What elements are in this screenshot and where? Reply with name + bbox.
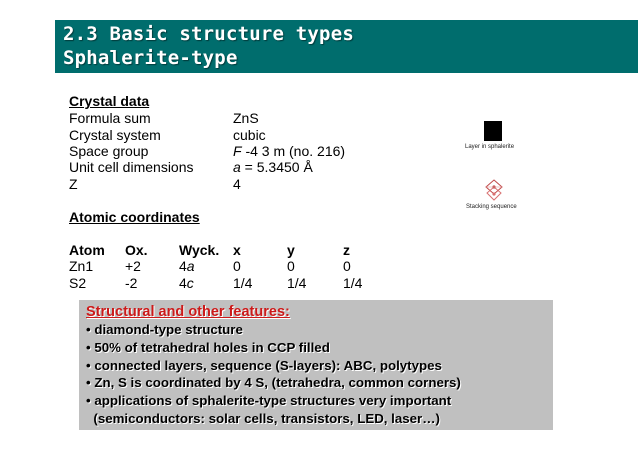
feature-item: • diamond-type structure: [86, 322, 243, 337]
feature-item: • Zn, S is coordinated by 4 S, (tetrahedra, common corners): [86, 375, 461, 390]
wyckoff-multiplicity: 4: [179, 258, 187, 274]
column-header: y: [287, 242, 295, 258]
wyckoff-position: [179, 275, 194, 291]
coord-y: 0: [287, 258, 295, 274]
coord-x: 1/4: [233, 275, 253, 291]
crystal-value: [233, 143, 345, 159]
wyckoff-multiplicity: 4: [179, 275, 187, 291]
crystal-value: [233, 159, 313, 175]
crystal-data-heading: Crystal data: [69, 93, 150, 109]
atomic-coordinates-heading: Atomic coordinates: [69, 209, 200, 225]
coord-y: 1/4: [287, 275, 307, 291]
wyckoff-letter: a: [186, 258, 195, 274]
oxidation-state: +2: [125, 258, 141, 274]
column-header: x: [233, 242, 241, 258]
stacking-sequence-icon: [484, 179, 504, 203]
coord-z: 0: [343, 258, 351, 274]
column-header: Wyck.: [179, 242, 220, 258]
atom-name: Zn1: [69, 258, 94, 274]
crystal-label: Z: [69, 176, 78, 192]
feature-item: • 50% of tetrahedral holes in CCP filled: [86, 340, 330, 355]
column-header: Atom: [69, 242, 105, 258]
feature-item: • applications of sphalerite-type structures very important: [86, 393, 452, 408]
slide-title: 2.3 Basic structure types: [63, 23, 354, 45]
wyckoff-letter: c: [186, 275, 194, 291]
layer-caption: Layer in sphalerite: [465, 144, 515, 150]
coord-x: 0: [233, 258, 241, 274]
space-group-symbol: F: [233, 143, 242, 159]
crystal-label: Crystal system: [69, 127, 161, 143]
column-header: z: [343, 242, 350, 258]
oxidation-state: -2: [125, 275, 138, 291]
slide-subtitle: Sphalerite-type: [63, 47, 238, 69]
cell-param-value: = 5.3450 Å: [240, 159, 313, 175]
coord-z: 1/4: [343, 275, 363, 291]
crystal-label: Unit cell dimensions: [69, 159, 194, 175]
crystal-value: cubic: [233, 127, 266, 143]
cell-param-symbol: a: [233, 159, 241, 175]
features-heading: Structural and other features:: [86, 304, 290, 320]
atom-name: S2: [69, 275, 87, 291]
space-group-rest: -4 3 m (no. 216): [241, 143, 346, 159]
crystal-value: ZnS: [233, 110, 259, 126]
layer-thumbnail: [484, 121, 502, 141]
column-header: Ox.: [125, 242, 148, 258]
feature-item: • connected layers, sequence (S-layers): ABC, polytypes: [86, 358, 442, 373]
feature-item: (semiconductors: solar cells, transistors, LED, laser…): [86, 411, 440, 426]
stacking-caption: Stacking sequence: [466, 204, 517, 210]
crystal-label: Space group: [69, 143, 149, 159]
wyckoff-position: [179, 258, 195, 274]
crystal-value: 4: [233, 176, 241, 192]
crystal-label: Formula sum: [69, 110, 151, 126]
